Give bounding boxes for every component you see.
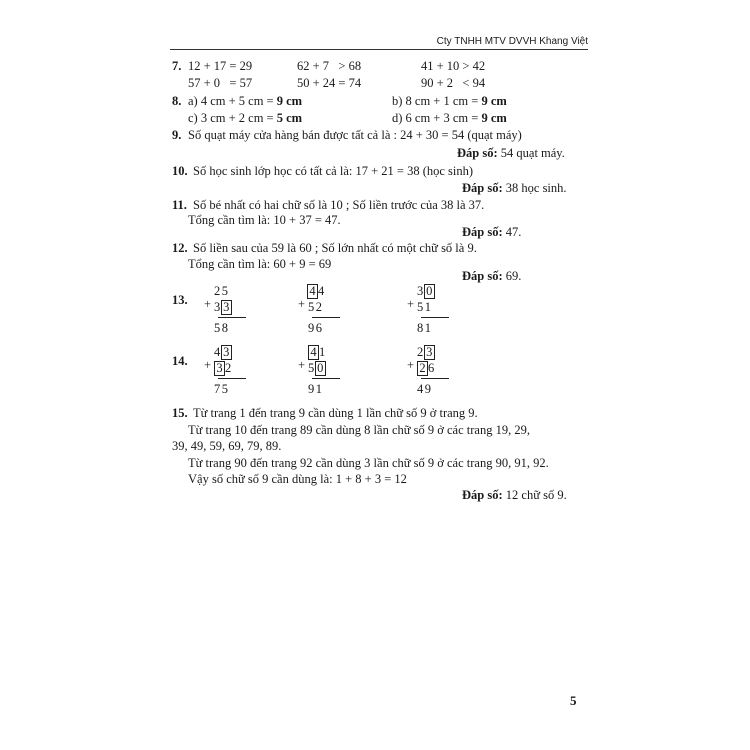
p11-text2: Tổng cần tìm là: 10 + 37 = 47.	[188, 213, 341, 227]
p13-column-1	[204, 284, 254, 337]
p13-c2-top: 4 4	[308, 284, 348, 300]
problem-15-number: 15.	[172, 406, 188, 420]
p7-r1-c1: 12 + 17 = 29	[188, 59, 253, 73]
p13-c1-sum: 58	[214, 321, 230, 335]
page-header: Cty TNHH MTV DVVH Khang Việt	[436, 36, 588, 47]
plus-sign: +	[407, 297, 415, 311]
p14-c1-sum: 75	[214, 382, 230, 396]
p10-text: Số học sinh lớp học có tất cả là: 17 + 21 = 38 (học sinh)	[193, 164, 474, 178]
p13-c3-bottom: 51	[417, 300, 433, 314]
p14-c1-top: 43	[214, 345, 254, 361]
p14-c2-sum: 91	[308, 382, 324, 396]
p15-line-1: Từ trang 1 đến trang 9 cần dùng 1 lần chữ số 9 ở trang 9.	[193, 406, 478, 420]
page-number: 5	[570, 693, 577, 708]
plus-sign: +	[204, 297, 212, 311]
p13-column-2	[298, 284, 348, 337]
sum-line	[312, 317, 340, 318]
plus-sign: +	[204, 358, 212, 372]
problem-11-number: 11.	[172, 198, 187, 212]
p13-c2-sum: 96	[308, 321, 324, 335]
p14-column-1	[204, 345, 254, 398]
plus-sign: +	[407, 358, 415, 372]
p13-c1-top: 25	[214, 284, 230, 298]
p7-r2-c1: 57 + 0 = 57	[188, 76, 253, 90]
p10-answer: Đáp số: 38 học sinh.	[462, 181, 567, 195]
problem-8-number: 8.	[172, 94, 182, 108]
problem-12-number: 12.	[172, 241, 188, 255]
p14-column-2	[298, 345, 348, 398]
answer-box: 2	[417, 361, 428, 376]
answer-box: 4	[307, 284, 318, 299]
p14-c3-sum: 49	[417, 382, 433, 396]
answer-box: 0	[315, 361, 326, 376]
p8-d: d) 6 cm + 3 cm = 9 cm	[392, 111, 507, 125]
p8-a: a) 4 cm + 5 cm = 9 cm	[188, 94, 303, 108]
p14-c2-bottom: 50	[308, 361, 348, 377]
p7-r2-c2: 50 + 24 = 74	[297, 76, 362, 90]
p7-r1-c2: 62 + 7 > 68	[297, 59, 362, 73]
problem-7-number: 7.	[172, 59, 182, 73]
p12-answer: Đáp số: 69.	[462, 269, 522, 283]
p14-c3-bottom: 2 6	[417, 361, 457, 377]
p13-c1-bottom: 33	[214, 300, 254, 316]
answer-box: 3	[214, 361, 225, 376]
problem-10-number: 10.	[172, 164, 188, 178]
p15-line-2: Từ trang 10 đến trang 89 cần dùng 8 lần chữ số 9 ở các trang 19, 29,	[188, 423, 530, 437]
p12-text: Số liền sau của 59 là 60 ; Số lớn nhất có một chữ số là 9.	[193, 241, 477, 255]
p14-c2-top: 4 1	[308, 345, 348, 361]
answer-box: 4	[308, 345, 319, 360]
p8-c: c) 3 cm + 2 cm = 5 cm	[188, 111, 303, 125]
p9-text: Số quạt máy cửa hàng bán được tất cả là : 24 + 30 = 54 (quạt máy)	[188, 128, 522, 142]
p13-c3-sum: 81	[417, 321, 433, 335]
sum-line	[312, 378, 340, 379]
plus-sign: +	[298, 297, 306, 311]
p13-c3-top: 30	[417, 284, 457, 300]
p13-c2-bottom: 52	[308, 300, 324, 314]
p7-r2-c3: 90 + 2 < 94	[421, 76, 486, 90]
p11-text: Số bé nhất có hai chữ số là 10 ; Số liền trước của 38 là 37.	[193, 198, 485, 212]
p15-answer: Đáp số: 12 chữ số 9.	[462, 488, 567, 502]
problem-9-number: 9.	[172, 128, 182, 142]
p13-column-3	[407, 284, 457, 337]
p15-line-5: Vậy số chữ số 9 cần dùng là: 1 + 8 + 3 = 12	[188, 472, 407, 486]
problem-14-number: 14.	[172, 354, 188, 368]
p14-c1-bottom: 3 2	[214, 361, 254, 377]
p15-line-4: Từ trang 90 đến trang 92 cần dùng 3 lần chữ số 9 ở các trang 90, 91, 92.	[188, 456, 549, 470]
p11-answer: Đáp số: 47.	[462, 225, 522, 239]
p7-r1-c3: 41 + 10 > 42	[421, 59, 486, 73]
answer-box: 0	[424, 284, 435, 299]
problem-13-number: 13.	[172, 293, 188, 307]
sum-line	[218, 317, 246, 318]
sum-line	[421, 378, 449, 379]
p9-answer: Đáp số: 54 quạt máy.	[457, 146, 565, 160]
answer-box: 3	[221, 300, 232, 315]
p14-column-3	[407, 345, 457, 398]
p12-text2: Tổng cần tìm là: 60 + 9 = 69	[188, 257, 332, 271]
p14-c3-top: 23	[417, 345, 457, 361]
p15-line-3: 39, 49, 59, 69, 79, 89.	[172, 439, 282, 453]
header-rule	[170, 49, 588, 50]
sum-line	[421, 317, 449, 318]
p8-b: b) 8 cm + 1 cm = 9 cm	[392, 94, 507, 108]
sum-line	[218, 378, 246, 379]
plus-sign: +	[298, 358, 306, 372]
answer-box: 3	[424, 345, 435, 360]
answer-box: 3	[221, 345, 232, 360]
